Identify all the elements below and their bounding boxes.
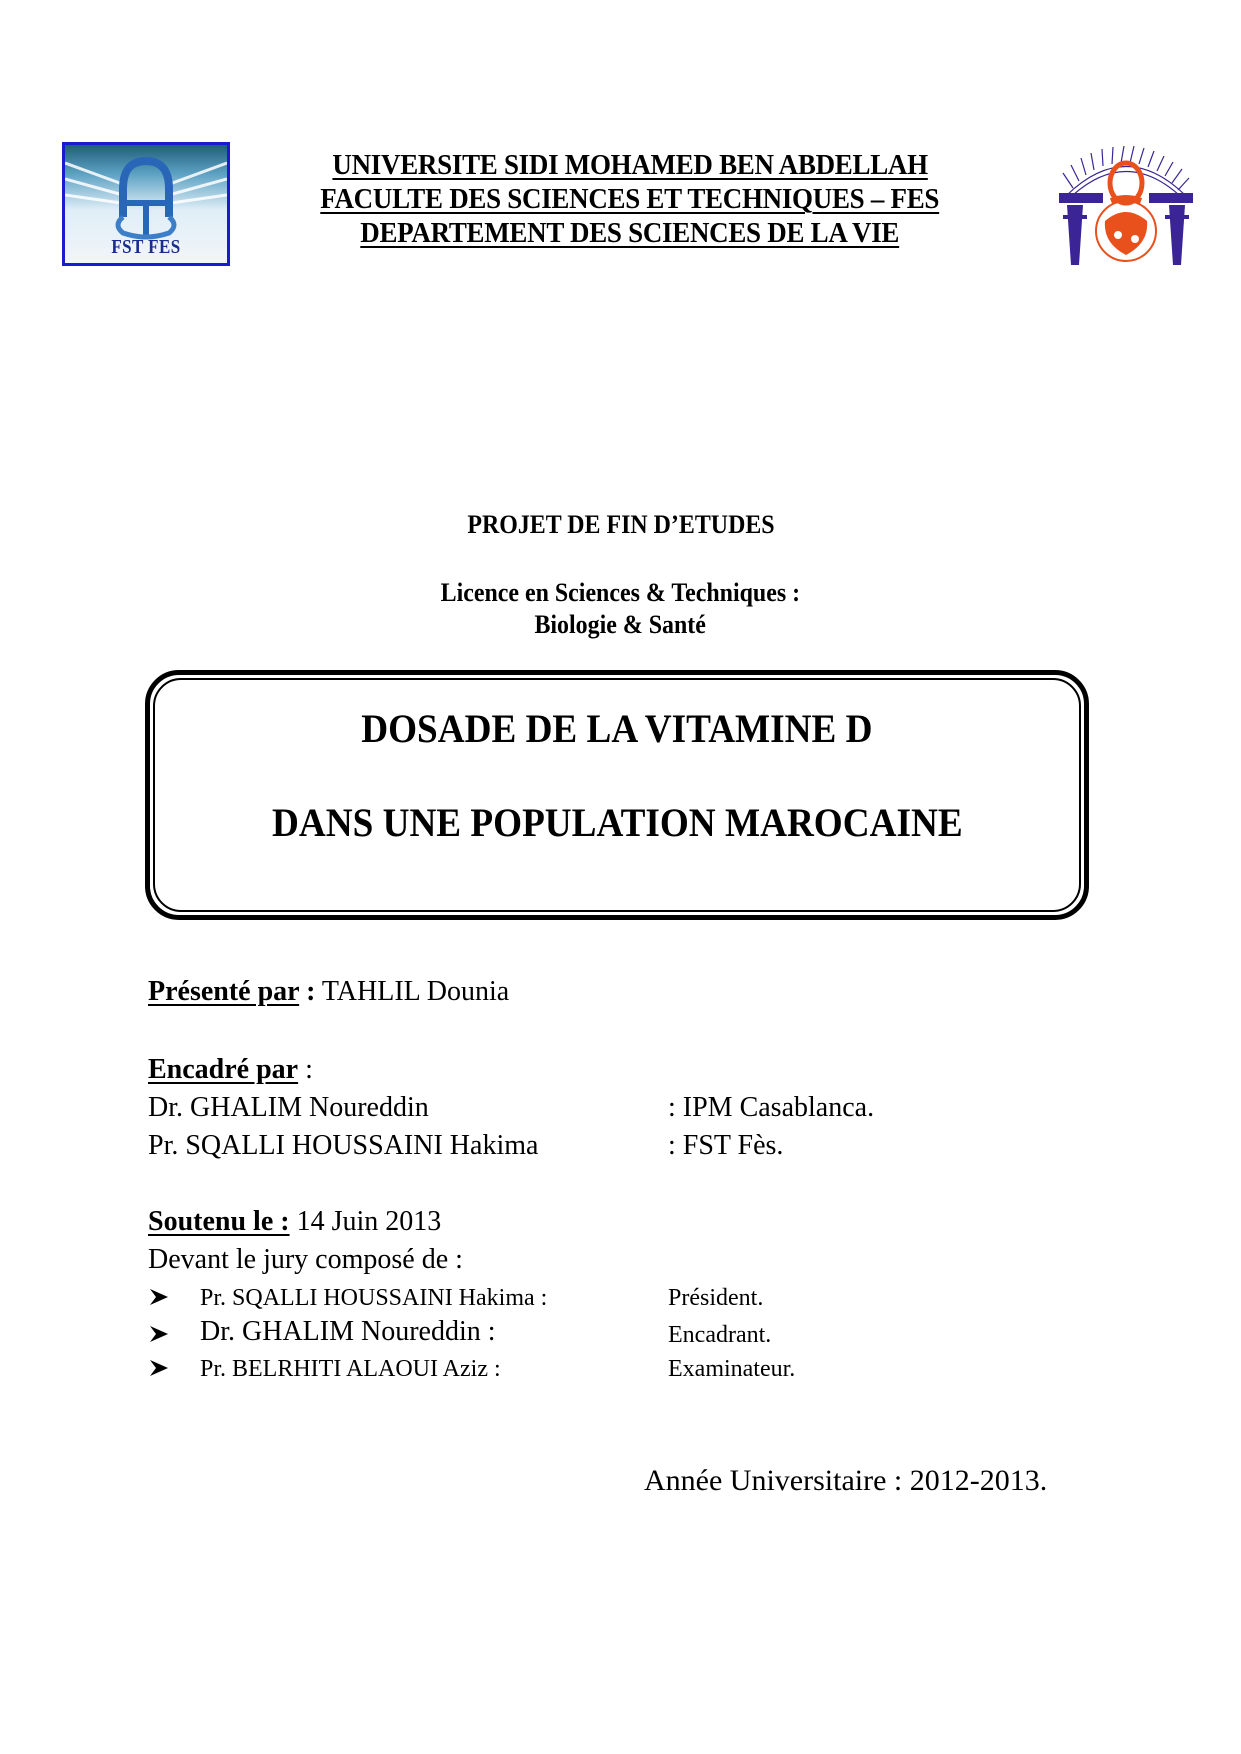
project-type xyxy=(0,510,1241,540)
usmba-emblem-icon xyxy=(1053,143,1199,267)
title-line-1 xyxy=(150,705,1084,752)
faculty-name: FACULTE DES SCIENCES ET TECHNIQUES – FES xyxy=(320,183,940,215)
title-line-2 xyxy=(150,799,1084,846)
jury-member-role: Encadrant. xyxy=(668,1322,772,1348)
degree-line-2: Biologie & Santé xyxy=(534,610,707,639)
jury-member-role: Examinateur. xyxy=(668,1356,796,1382)
academic-year: Année Universitaire : 2012-2013. xyxy=(644,1464,1048,1497)
jury-member-name: Pr. BELRHITI ALAOUI Aziz : xyxy=(200,1356,501,1382)
title-line-2-text: DANS UNE POPULATION MAROCAINE xyxy=(271,800,963,845)
supervised-by-label: Encadré par xyxy=(148,1054,299,1085)
title-line-1-text: DOSADE DE LA VITAMINE D xyxy=(361,706,873,751)
defense-date xyxy=(148,1206,441,1238)
jury-member xyxy=(148,1355,1148,1385)
supervisor-affiliation: : IPM Casablanca. xyxy=(668,1092,875,1123)
supervisor-row xyxy=(148,1130,1148,1162)
jury-member xyxy=(148,1318,1148,1350)
jury-member xyxy=(148,1284,1148,1314)
jury-member-name: Pr. SQALLI HOUSSAINI Hakima : xyxy=(200,1285,548,1311)
university-name: UNIVERSITE SIDI MOHAMED BEN ABDELLAH xyxy=(332,149,928,181)
defense-date-label: Soutenu le : xyxy=(148,1206,290,1237)
project-type-text: PROJET DE FIN D’ETUDES xyxy=(466,510,775,539)
presented-by-colon: : xyxy=(299,976,316,1007)
arrowhead-bullet-icon xyxy=(148,1323,170,1345)
presented-by xyxy=(148,976,509,1008)
presented-by-label: Présenté par xyxy=(148,976,300,1007)
department-name: DEPARTEMENT DES SCIENCES DE LA VIE xyxy=(360,217,900,249)
arrowhead-bullet-icon xyxy=(148,1286,170,1308)
fst-fes-logo xyxy=(62,142,230,266)
jury-member-role: Président. xyxy=(668,1285,764,1311)
defense-date-value: 14 Juin 2013 xyxy=(289,1206,442,1237)
student-name: TAHLIL Dounia xyxy=(315,976,510,1007)
arrowhead-bullet-icon xyxy=(148,1357,170,1379)
supervisor-name: Pr. SQALLI HOUSSAINI Hakima xyxy=(148,1130,539,1161)
supervisor-row xyxy=(148,1092,1148,1124)
supervisor-name: Dr. GHALIM Noureddin xyxy=(148,1092,429,1123)
supervisor-affiliation: : FST Fès. xyxy=(668,1130,784,1161)
usmba-logo xyxy=(1053,143,1199,267)
jury-member-name: Dr. GHALIM Noureddin : xyxy=(200,1316,496,1347)
degree xyxy=(0,577,1241,641)
degree-line-1: Licence en Sciences & Techniques : xyxy=(440,578,801,607)
title-box xyxy=(145,670,1089,920)
institution-header xyxy=(260,148,1000,250)
jury-intro: Devant le jury composé de : xyxy=(148,1244,463,1275)
fst-fes-logo-label: FST FES xyxy=(111,236,181,258)
supervised-by xyxy=(148,1054,313,1086)
supervised-by-colon: : xyxy=(298,1054,313,1085)
